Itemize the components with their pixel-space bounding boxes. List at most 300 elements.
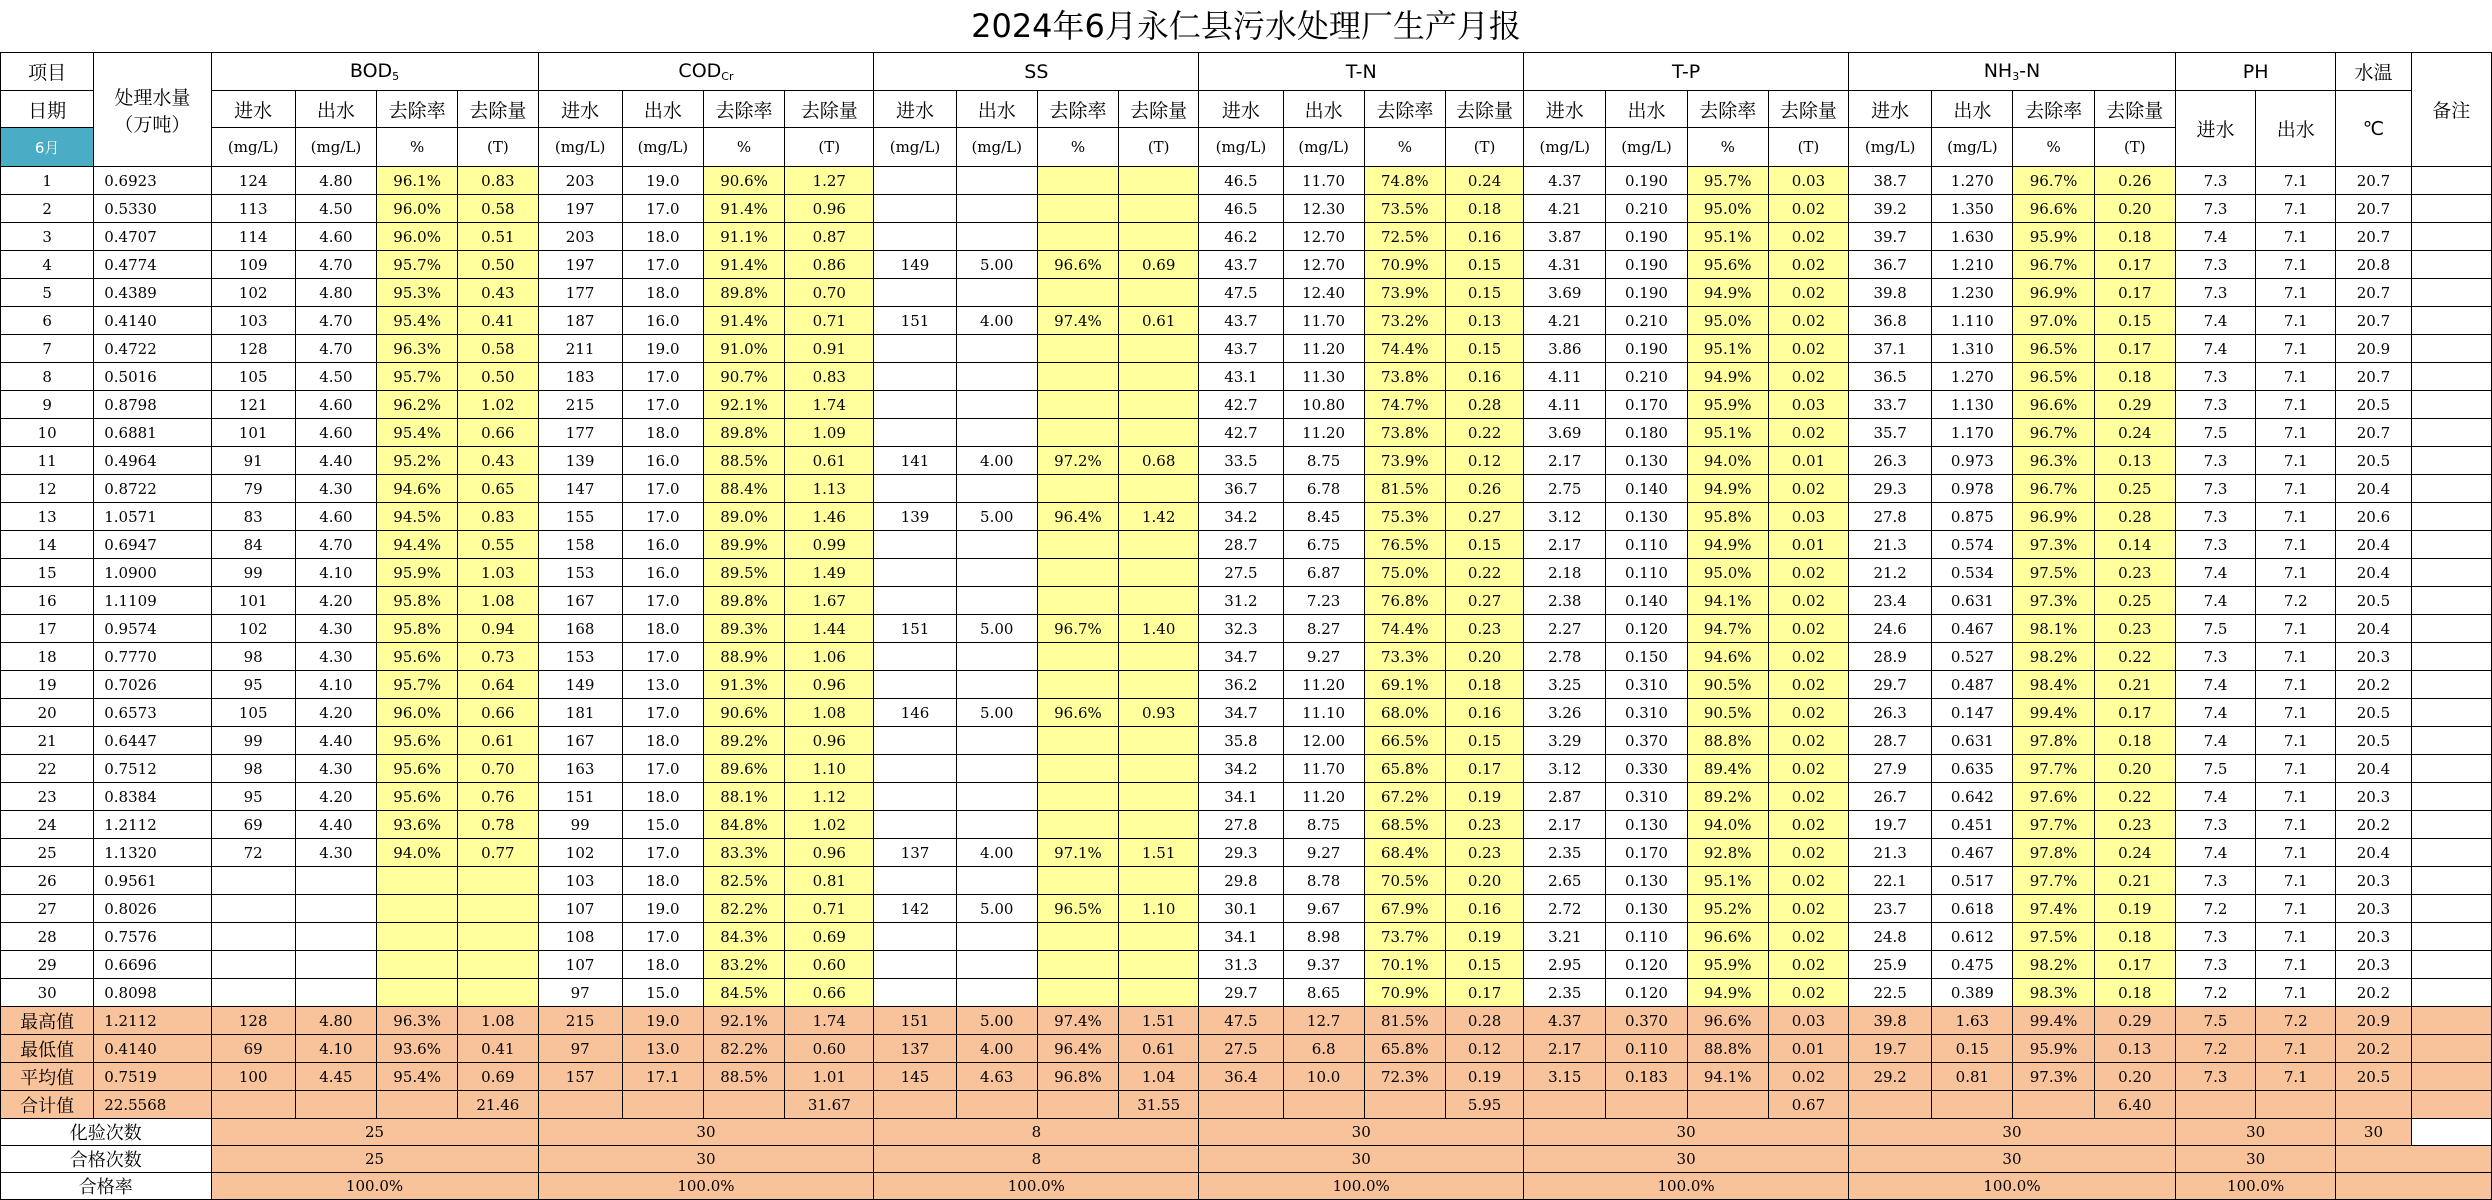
data-cell: 24.6: [1849, 615, 1932, 643]
data-cell: 0.73: [458, 643, 538, 671]
data-cell: 20.3: [2336, 951, 2411, 979]
table-row: [1, 559, 2492, 587]
data-cell: [1037, 671, 1118, 699]
summary-cell: 0.19: [1445, 1063, 1523, 1091]
data-cell: 0.20: [2094, 755, 2175, 783]
data-cell: 99: [538, 811, 622, 839]
data-cell: 0.66: [785, 979, 874, 1007]
data-cell: 36.7: [1199, 475, 1283, 503]
data-cell: [956, 559, 1037, 587]
data-cell: 73.3%: [1364, 643, 1445, 671]
data-cell: [956, 391, 1037, 419]
data-cell: 4.80: [295, 167, 376, 195]
summary-cell: 2.17: [1524, 1035, 1606, 1063]
data-cell: 0.310: [1606, 783, 1687, 811]
data-cell: 81.5%: [1364, 475, 1445, 503]
day-cell: 18: [1, 643, 94, 671]
summary-row: [1, 1007, 2492, 1035]
summary-cell: 4.63: [956, 1063, 1037, 1091]
data-cell: 36.2: [1199, 671, 1283, 699]
data-cell: 0.8384: [94, 783, 211, 811]
data-cell: 89.8%: [703, 587, 784, 615]
data-cell: [1037, 923, 1118, 951]
summary-cell: [1932, 1091, 2013, 1119]
data-cell: 92.1%: [703, 391, 784, 419]
table-row: [1, 503, 2492, 531]
table-row: [1, 531, 2492, 559]
data-cell: 0.389: [1932, 979, 2013, 1007]
data-cell: 1.0571: [94, 503, 211, 531]
data-cell: 0.18: [1445, 671, 1523, 699]
month-cell: 6月: [1, 128, 94, 167]
data-cell: 96.7%: [2013, 419, 2094, 447]
data-cell: [377, 979, 458, 1007]
data-cell: 108: [538, 923, 622, 951]
data-cell: 20.5: [2336, 727, 2411, 755]
day-cell: 14: [1, 531, 94, 559]
data-cell: 0.7770: [94, 643, 211, 671]
data-cell: 95.0%: [1687, 307, 1768, 335]
data-cell: 7.1: [2256, 643, 2336, 671]
data-cell: 2.18: [1524, 559, 1606, 587]
data-cell: 0.210: [1606, 363, 1687, 391]
data-cell: 96.7%: [2013, 251, 2094, 279]
data-cell: 18.0: [622, 279, 703, 307]
data-cell: 0.330: [1606, 755, 1687, 783]
data-cell: 183: [538, 363, 622, 391]
data-cell: 4.60: [295, 223, 376, 251]
data-cell: 0.02: [1768, 979, 1848, 1007]
summary-cell: 5.00: [956, 1007, 1037, 1035]
data-cell: 113: [211, 195, 295, 223]
data-cell: 0.487: [1932, 671, 2013, 699]
data-cell: 7.1: [2256, 783, 2336, 811]
count-value: 8: [874, 1119, 1199, 1146]
data-cell: 7.3: [2175, 643, 2255, 671]
data-cell: 7.3: [2175, 251, 2255, 279]
summary-cell: 4.45: [295, 1063, 376, 1091]
data-cell: 20.7: [2336, 279, 2411, 307]
data-cell: 0.13: [2094, 447, 2175, 475]
summary-cell: 17.1: [622, 1063, 703, 1091]
data-cell: [211, 867, 295, 895]
data-cell: 95.9%: [1687, 951, 1768, 979]
data-cell: 0.635: [1932, 755, 2013, 783]
data-cell: [295, 951, 376, 979]
data-cell: 93.6%: [377, 811, 458, 839]
table-row: [1, 307, 2492, 335]
data-cell: 0.70: [785, 279, 874, 307]
data-cell: [1037, 391, 1118, 419]
summary-cell: [1849, 1091, 1932, 1119]
data-cell: [874, 643, 956, 671]
data-cell: 99.4%: [2013, 699, 2094, 727]
summary-label: 合计值: [1, 1091, 94, 1119]
data-cell: 20.7: [2336, 167, 2411, 195]
data-cell: [2411, 251, 2491, 279]
data-cell: [874, 755, 956, 783]
data-cell: [1119, 531, 1199, 559]
data-cell: 211: [538, 335, 622, 363]
data-cell: 4.40: [295, 727, 376, 755]
data-cell: 0.16: [1445, 699, 1523, 727]
data-cell: [1037, 419, 1118, 447]
data-cell: 5.00: [956, 503, 1037, 531]
data-cell: [874, 671, 956, 699]
col-header: 进水: [1849, 91, 1932, 128]
data-cell: 0.8798: [94, 391, 211, 419]
data-cell: 1.12: [785, 783, 874, 811]
data-cell: 0.24: [2094, 839, 2175, 867]
data-cell: 20.7: [2336, 419, 2411, 447]
data-cell: 167: [538, 587, 622, 615]
data-cell: [1037, 643, 1118, 671]
summary-cell: 0.81: [1932, 1063, 2013, 1091]
data-cell: 4.31: [1524, 251, 1606, 279]
unit-header: (mg/L): [1283, 128, 1364, 167]
data-cell: 18.0: [622, 419, 703, 447]
data-cell: [2411, 475, 2491, 503]
data-cell: [956, 979, 1037, 1007]
data-cell: 0.120: [1606, 979, 1687, 1007]
data-cell: 167: [538, 727, 622, 755]
count-value: 30: [1849, 1146, 2176, 1173]
data-cell: 7.3: [2175, 363, 2255, 391]
data-cell: 7.1: [2256, 503, 2336, 531]
summary-cell: [1687, 1091, 1768, 1119]
data-cell: [956, 727, 1037, 755]
data-cell: 7.5: [2175, 615, 2255, 643]
data-cell: 21.2: [1849, 559, 1932, 587]
data-cell: 83: [211, 503, 295, 531]
data-cell: 17.0: [622, 587, 703, 615]
summary-cell: 99.4%: [2013, 1007, 2094, 1035]
unit-header: (mg/L): [1199, 128, 1283, 167]
data-cell: 0.61: [785, 447, 874, 475]
data-cell: 0.96: [785, 839, 874, 867]
data-cell: 74.4%: [1364, 615, 1445, 643]
data-cell: 7.1: [2256, 195, 2336, 223]
data-cell: 1.270: [1932, 167, 2013, 195]
data-cell: 0.8026: [94, 895, 211, 923]
summary-cell: 1.08: [458, 1007, 538, 1035]
data-cell: 1.08: [785, 699, 874, 727]
data-cell: 94.6%: [377, 475, 458, 503]
data-cell: 0.6696: [94, 951, 211, 979]
data-cell: 7.1: [2256, 335, 2336, 363]
col-header: 去除率: [377, 91, 458, 128]
data-cell: 0.23: [2094, 559, 2175, 587]
data-cell: 0.28: [2094, 503, 2175, 531]
data-cell: [2411, 391, 2491, 419]
data-cell: [956, 335, 1037, 363]
data-cell: 1.51: [1119, 839, 1199, 867]
data-cell: 0.20: [2094, 195, 2175, 223]
data-cell: [211, 895, 295, 923]
summary-cell: [1283, 1091, 1364, 1119]
data-cell: [956, 531, 1037, 559]
data-cell: [1037, 979, 1118, 1007]
count-value: 100.0%: [874, 1173, 1199, 1200]
data-cell: 96.5%: [2013, 335, 2094, 363]
data-cell: 96.9%: [2013, 279, 2094, 307]
data-cell: 82.5%: [703, 867, 784, 895]
data-cell: 1.170: [1932, 419, 2013, 447]
data-cell: 215: [538, 391, 622, 419]
data-cell: 4.70: [295, 531, 376, 559]
unit-header: %: [1364, 128, 1445, 167]
data-cell: 0.93: [1119, 699, 1199, 727]
data-cell: 96.2%: [377, 391, 458, 419]
data-cell: 95.6%: [377, 727, 458, 755]
data-cell: 0.15: [2094, 307, 2175, 335]
summary-cell: 31.67: [785, 1091, 874, 1119]
data-cell: 0.66: [458, 699, 538, 727]
summary-cell: 0.41: [458, 1035, 538, 1063]
data-cell: 0.29: [2094, 391, 2175, 419]
summary-cell: 39.8: [1849, 1007, 1932, 1035]
data-cell: [1119, 391, 1199, 419]
data-cell: 0.4964: [94, 447, 211, 475]
summary-cell: 36.4: [1199, 1063, 1283, 1091]
data-cell: [295, 867, 376, 895]
count-value: 30: [1199, 1146, 1524, 1173]
data-cell: 0.24: [2094, 419, 2175, 447]
summary-cell: 145: [874, 1063, 956, 1091]
day-cell: 12: [1, 475, 94, 503]
data-cell: 0.20: [1445, 867, 1523, 895]
data-cell: [1037, 195, 1118, 223]
summary-cell: 72.3%: [1364, 1063, 1445, 1091]
data-cell: 89.8%: [703, 419, 784, 447]
data-cell: 0.9561: [94, 867, 211, 895]
table-row: [1, 419, 2492, 447]
data-cell: 20.4: [2336, 839, 2411, 867]
data-cell: 0.4707: [94, 223, 211, 251]
data-cell: 0.15: [1445, 531, 1523, 559]
data-cell: 98.4%: [2013, 671, 2094, 699]
data-cell: 30.1: [1199, 895, 1283, 923]
unit-header: (mg/L): [1932, 128, 2013, 167]
data-cell: 3.12: [1524, 503, 1606, 531]
data-cell: 7.4: [2175, 587, 2255, 615]
data-cell: 1.0900: [94, 559, 211, 587]
table-row: [1, 447, 2492, 475]
data-cell: 33.7: [1849, 391, 1932, 419]
data-cell: 7.4: [2175, 671, 2255, 699]
data-cell: 8.78: [1283, 867, 1364, 895]
data-cell: 20.3: [2336, 923, 2411, 951]
data-cell: 7.5: [2175, 419, 2255, 447]
data-cell: 97.7%: [2013, 811, 2094, 839]
data-cell: 36.8: [1849, 307, 1932, 335]
data-cell: [458, 923, 538, 951]
data-cell: 7.4: [2175, 783, 2255, 811]
data-cell: 0.66: [458, 419, 538, 447]
data-cell: 0.9574: [94, 615, 211, 643]
data-cell: 163: [538, 755, 622, 783]
data-cell: 96.7%: [2013, 167, 2094, 195]
data-cell: 4.70: [295, 335, 376, 363]
col-header: 进水: [874, 91, 956, 128]
summary-cell: [703, 1091, 784, 1119]
data-cell: 0.18: [2094, 923, 2175, 951]
data-cell: 95.7%: [377, 251, 458, 279]
data-cell: 0.28: [1445, 391, 1523, 419]
summary-cell: 96.4%: [1037, 1035, 1118, 1063]
summary-cell: 1.04: [1119, 1063, 1199, 1091]
data-cell: 8.27: [1283, 615, 1364, 643]
table-row: [1, 699, 2492, 727]
col-header: 出水: [1606, 91, 1687, 128]
data-cell: 11.30: [1283, 363, 1364, 391]
data-cell: 0.51: [458, 223, 538, 251]
unit-header: (T): [785, 128, 874, 167]
data-cell: [1037, 363, 1118, 391]
data-cell: 34.2: [1199, 503, 1283, 531]
summary-cell: 0.15: [1932, 1035, 2013, 1063]
data-cell: 18.0: [622, 727, 703, 755]
data-cell: 7.4: [2175, 307, 2255, 335]
data-cell: [1119, 559, 1199, 587]
data-cell: [2411, 699, 2491, 727]
item-header: 项目: [1, 53, 94, 91]
data-cell: 8.75: [1283, 811, 1364, 839]
data-cell: 73.2%: [1364, 307, 1445, 335]
data-cell: 8.98: [1283, 923, 1364, 951]
data-cell: 2.17: [1524, 531, 1606, 559]
data-cell: [874, 531, 956, 559]
data-cell: 101: [211, 419, 295, 447]
data-cell: 1.40: [1119, 615, 1199, 643]
data-cell: 7.1: [2256, 979, 2336, 1007]
data-cell: 7.1: [2256, 167, 2336, 195]
data-cell: [874, 419, 956, 447]
unit-header: (mg/L): [1524, 128, 1606, 167]
summary-cell: [2256, 1091, 2336, 1119]
data-cell: 0.170: [1606, 839, 1687, 867]
data-cell: 20.7: [2336, 363, 2411, 391]
data-cell: 5.00: [956, 615, 1037, 643]
data-cell: 34.1: [1199, 783, 1283, 811]
data-cell: 0.18: [2094, 727, 2175, 755]
day-cell: 3: [1, 223, 94, 251]
summary-row: [1, 1063, 2492, 1091]
data-cell: 97.2%: [1037, 447, 1118, 475]
data-cell: [2411, 643, 2491, 671]
data-cell: [2411, 419, 2491, 447]
summary-cell: 128: [211, 1007, 295, 1035]
data-cell: [2411, 671, 2491, 699]
data-cell: 95.0%: [1687, 195, 1768, 223]
data-cell: 0.69: [785, 923, 874, 951]
data-cell: 0.02: [1768, 363, 1848, 391]
data-cell: 1.210: [1932, 251, 2013, 279]
data-cell: 0.612: [1932, 923, 2013, 951]
data-cell: 0.467: [1932, 615, 2013, 643]
data-cell: 95.0%: [1687, 559, 1768, 587]
data-cell: 97.3%: [2013, 531, 2094, 559]
data-cell: 3.86: [1524, 335, 1606, 363]
data-cell: 2.27: [1524, 615, 1606, 643]
data-cell: 0.22: [2094, 783, 2175, 811]
day-cell: 17: [1, 615, 94, 643]
data-cell: 74.8%: [1364, 167, 1445, 195]
data-cell: 47.5: [1199, 279, 1283, 307]
data-cell: 0.61: [458, 727, 538, 755]
summary-cell: 97.3%: [2013, 1063, 2094, 1091]
count-row: [1, 1173, 2492, 1200]
data-cell: 1.03: [458, 559, 538, 587]
data-cell: 1.46: [785, 503, 874, 531]
count-label: 合格次数: [1, 1146, 212, 1173]
data-cell: 0.02: [1768, 811, 1848, 839]
data-cell: 31.2: [1199, 587, 1283, 615]
data-cell: 89.3%: [703, 615, 784, 643]
data-cell: 95.2%: [377, 447, 458, 475]
data-cell: [2411, 363, 2491, 391]
ph-in-header: 进水: [2175, 91, 2255, 167]
data-cell: 0.03: [1768, 167, 1848, 195]
data-cell: 75.3%: [1364, 503, 1445, 531]
data-cell: 7.4: [2175, 839, 2255, 867]
data-cell: 11.10: [1283, 699, 1364, 727]
data-cell: 66.5%: [1364, 727, 1445, 755]
col-header: 去除量: [785, 91, 874, 128]
data-cell: 43.7: [1199, 307, 1283, 335]
data-cell: 35.7: [1849, 419, 1932, 447]
data-cell: [874, 279, 956, 307]
temp-unit-header: ℃: [2336, 91, 2411, 167]
data-cell: 0.23: [1445, 811, 1523, 839]
data-cell: 103: [211, 307, 295, 335]
data-cell: 0.6881: [94, 419, 211, 447]
table-row: [1, 643, 2492, 671]
summary-cell: 4.80: [295, 1007, 376, 1035]
data-cell: 84.5%: [703, 979, 784, 1007]
data-cell: 128: [211, 335, 295, 363]
data-cell: 7.4: [2175, 335, 2255, 363]
summary-cell: 0.4140: [94, 1035, 211, 1063]
data-cell: 65.8%: [1364, 755, 1445, 783]
day-cell: 21: [1, 727, 94, 755]
data-cell: 83.2%: [703, 951, 784, 979]
summary-cell: 4.10: [295, 1035, 376, 1063]
data-cell: 0.24: [1445, 167, 1523, 195]
data-cell: 0.190: [1606, 335, 1687, 363]
ph-header: PH: [2175, 53, 2335, 91]
table-row: [1, 475, 2492, 503]
data-cell: 95.8%: [377, 615, 458, 643]
data-cell: 0.110: [1606, 531, 1687, 559]
data-cell: 7.3: [2175, 391, 2255, 419]
data-cell: 0.02: [1768, 755, 1848, 783]
note-header: 备注: [2411, 53, 2491, 167]
data-cell: 42.7: [1199, 391, 1283, 419]
count-row: [1, 1146, 2492, 1173]
data-cell: 0.12: [1445, 447, 1523, 475]
col-header: 去除量: [1119, 91, 1199, 128]
data-cell: 0.147: [1932, 699, 2013, 727]
data-cell: 7.5: [2175, 755, 2255, 783]
data-cell: 0.99: [785, 531, 874, 559]
data-cell: 2.75: [1524, 475, 1606, 503]
data-cell: 89.6%: [703, 755, 784, 783]
summary-cell: 31.55: [1119, 1091, 1199, 1119]
day-cell: 24: [1, 811, 94, 839]
data-cell: 4.50: [295, 195, 376, 223]
data-cell: 0.19: [1445, 923, 1523, 951]
